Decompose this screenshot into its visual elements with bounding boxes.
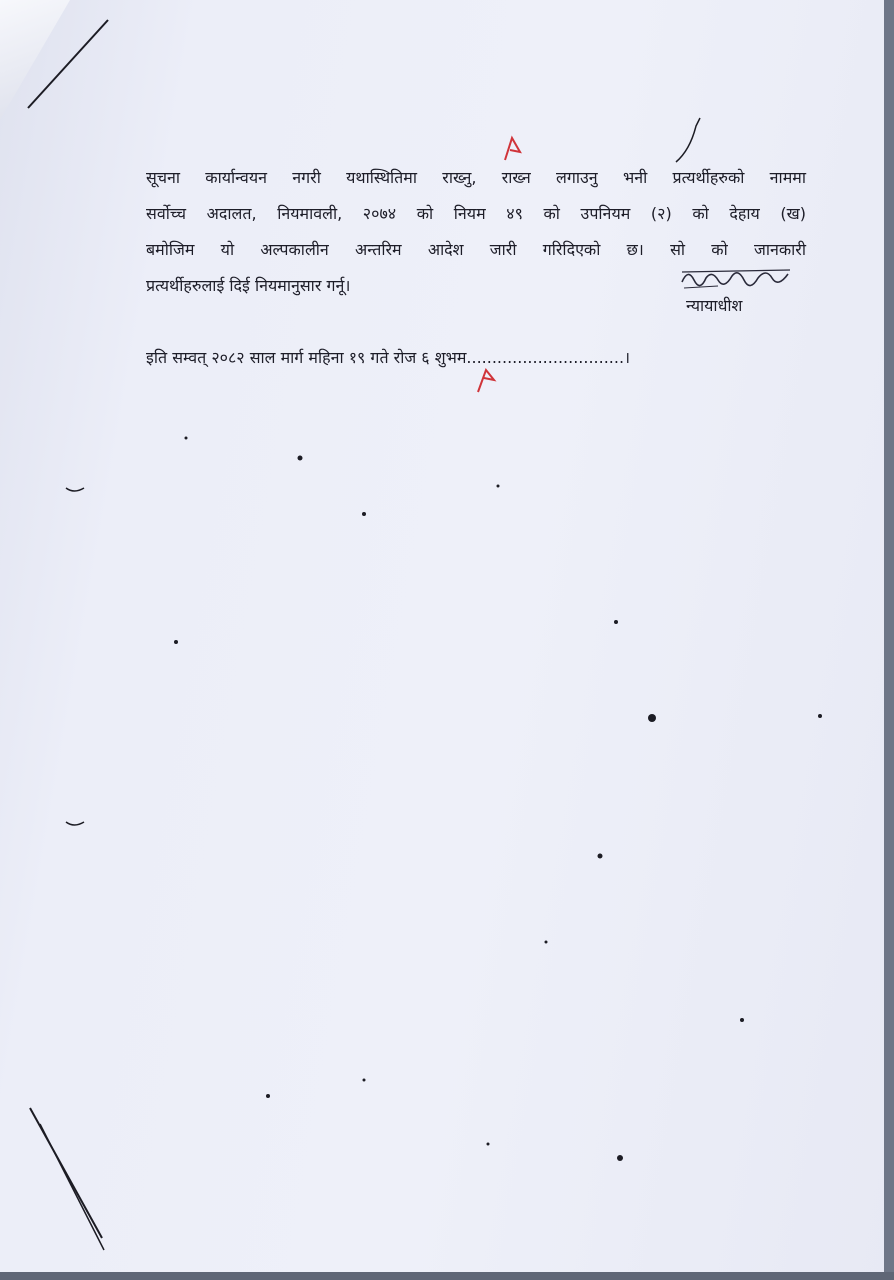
pen-stroke-bottom-left-1 (30, 1108, 102, 1238)
ink-speck (598, 854, 603, 859)
ink-speck (614, 620, 618, 624)
body-line-2: सर्वोच्च अदालत, नियमावली, २०७४ को नियम ४९ को उपनियम (२) को देहाय (ख) (146, 204, 806, 223)
judge-title: न्यायाधीश (686, 296, 743, 315)
pen-stroke-bottom-left-2 (40, 1124, 104, 1250)
judge-signature (678, 262, 798, 292)
ink-speck (363, 1079, 366, 1082)
body-line-4: प्रत्यर्थीहरुलाई दिई नियमानुसार गर्नू। (146, 276, 351, 295)
ink-speck (497, 485, 500, 488)
ink-speck (362, 512, 366, 516)
ink-speck (66, 822, 84, 825)
ink-speck (740, 1018, 744, 1022)
red-tick-mark-2 (478, 370, 494, 392)
ink-speck (545, 941, 548, 944)
page-edge-shadow (884, 0, 894, 1280)
ink-speck (487, 1143, 490, 1146)
ink-speck (648, 714, 656, 722)
ink-speck (298, 456, 303, 461)
page-edge-shadow-bottom (0, 1272, 894, 1280)
body-line-3: बमोजिम यो अल्पकालीन अन्तरिम आदेश जारी गरिदिएको छ। सो को जानकारी (146, 240, 806, 259)
ink-speck (185, 437, 188, 440)
pen-stroke-top-left (28, 20, 108, 108)
pen-tick-mark (676, 118, 700, 162)
red-tick-mark-1 (505, 138, 520, 160)
ink-speck (66, 488, 84, 491)
body-line-1: सूचना कार्यान्वयन नगरी यथास्थितिमा राख्नु, राख्न लगाउनु भनी प्रत्यर्थीहरुको नाममा (146, 168, 806, 187)
ink-speck (818, 714, 822, 718)
ink-speck (174, 640, 178, 644)
date-line: इति सम्वत् २०८२ साल मार्ग महिना १९ गते रोज ६ शुभम...............................। (146, 348, 631, 367)
ink-speck (266, 1094, 270, 1098)
ink-speck (617, 1155, 623, 1161)
